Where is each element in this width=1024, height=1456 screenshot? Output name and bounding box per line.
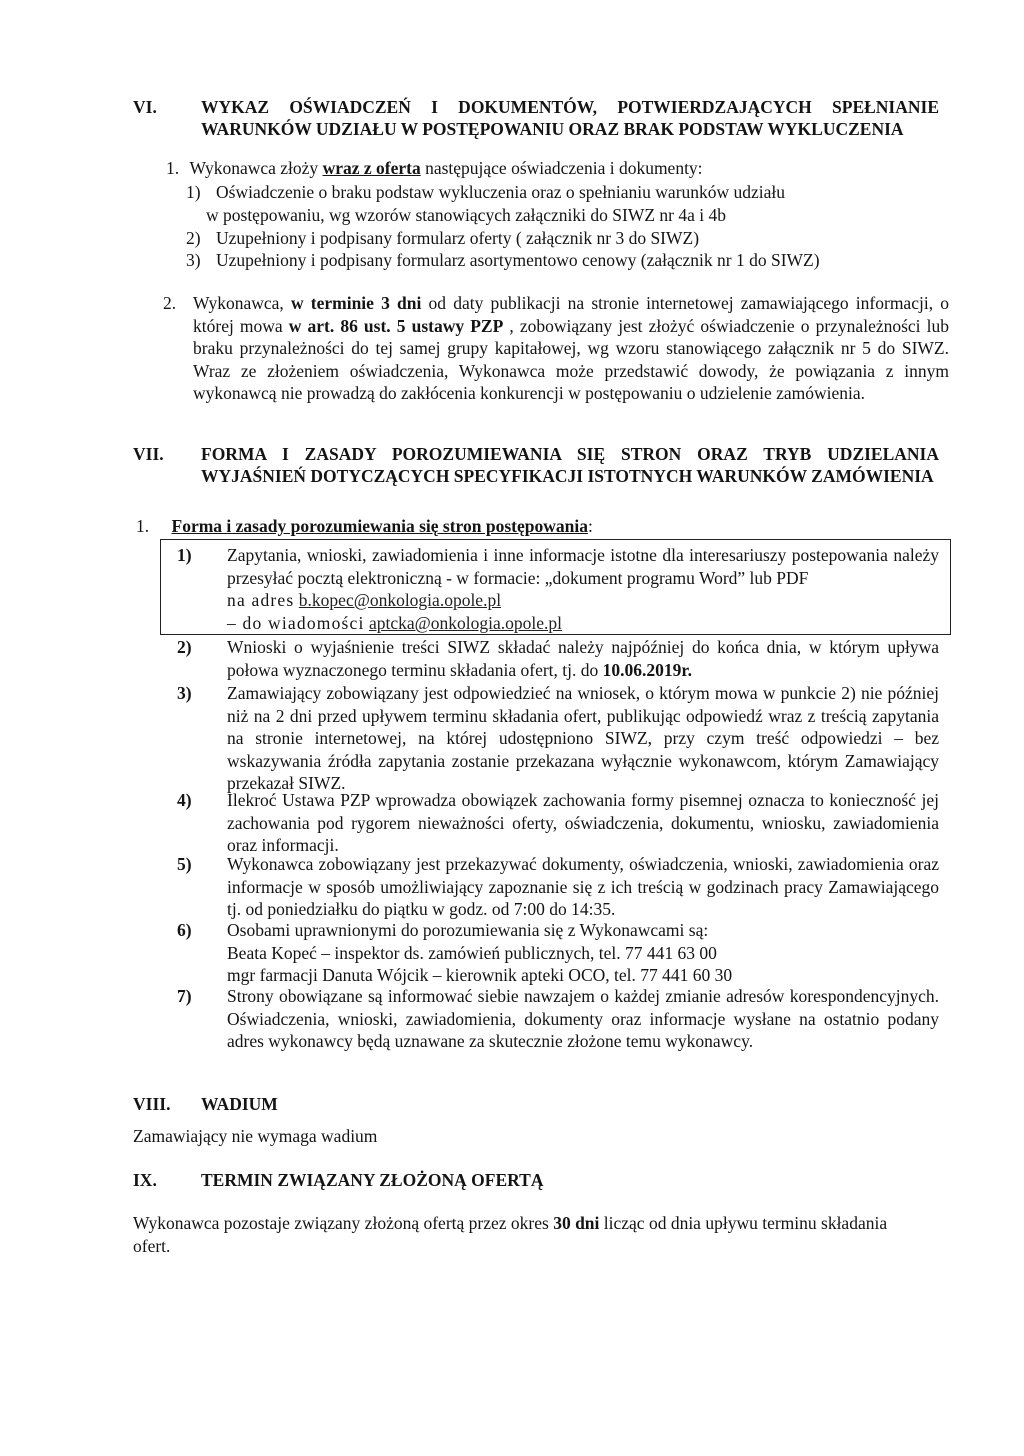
email-link-copy[interactable]: aptcka@onkologia.opole.pl [368, 612, 562, 633]
list-item-text: Zamawiający zobowiązany jest odpowiedzieć na wniosek, o którym mowa w punkcie 2) nie później niż na 2 dni przed upływem terminu składania ofert, publikując odpowiedź wraz z treścią zapytania na stronie internetowej, na której udostępniono SIWZ, przy czym treść odpowiedzi – bez wskazywania źródła zapytania zostanie przekazana wyłącznie wykonawcom, którym Zamawiający przekazał SIWZ. [227, 683, 939, 794]
section-vi-point-1 [166, 157, 946, 180]
list-item-text: Ilekroć Ustawa PZP wprowadza obowiązek zachowania formy pisemnej oznacza to konieczność jej zachowania pod rygorem nieważności oferty, oświadczenia, dokumentu, wniosku, zawiadomienia oraz informacji. [227, 790, 939, 856]
list-item-text-continued: w postępowaniu, wg wzorów stanowiących załączniki do SIWZ nr 4a i 4b [206, 204, 726, 225]
point-text-tail: następujące oświadczenia i dokumenty: [420, 158, 703, 178]
list-item-number: 1) [186, 182, 201, 202]
list-item-number: 4) [177, 790, 192, 810]
list-item-number: 2) [186, 228, 201, 248]
section-vii-subheading [136, 515, 936, 538]
list-item-number: 2) [177, 637, 192, 657]
section-number: IX. [133, 1170, 157, 1190]
section-number: VII. [133, 444, 164, 464]
list-item-number: 6) [177, 920, 192, 940]
section-ix-text: Wykonawca pozostaje związany złożoną ofertą przez okres 30 dni licząc od dnia upływu terminu składania ofert. [133, 1213, 888, 1256]
list-item-text: Wykonawca zobowiązany jest przekazywać dokumenty, oświadczenia, wnioski, zawiadomienia oraz informacje w sposób umożliwiający zapoznanie się z ich treścią w godzinach pracy Zamawiającego tj. od poniedziałku do piątku w godz. od 7:00 do 14:35. [227, 854, 939, 920]
point-number: 1. [166, 158, 180, 178]
list-item-text: Uzupełniony i podpisany formularz asortymentowo cenowy (załącznik nr 1 do SIWZ) [216, 250, 820, 270]
list-item-number: 3) [186, 250, 201, 270]
point-text-lead: Wykonawca złoży [189, 158, 323, 178]
contact-person: mgr farmacji Danuta Wójcik – kierownik apteki OCO, tel. 77 441 60 30 [227, 965, 733, 986]
section-viii-heading [133, 1093, 939, 1115]
email-link-primary[interactable]: b.kopec@onkologia.opole.pl [298, 590, 502, 611]
list-item-number: 7) [177, 986, 192, 1006]
list-item-text: Osobami uprawnionymi do porozumiewania się z Wykonawcami są: [227, 920, 709, 940]
subheading-colon: : [587, 516, 593, 536]
section-title: FORMA I ZASADY POROZUMIEWANIA SIĘ STRON ORAZ TRYB UDZIELANIA WYJAŚNIEŃ DOTYCZĄCYCH SPECYFIKACJI ISTOTNYCH WARUNKÓW ZAMÓWIENIA [201, 444, 939, 486]
section-title: WYKAZ OŚWIADCZEŃ I DOKUMENTÓW, POTWIERDZAJĄCYCH SPEŁNIANIE WARUNKÓW UDZIAŁU W POSTĘPOWANIU ORAZ BRAK PODSTAW WYKLUCZENIA [201, 97, 939, 139]
address-label: na adres [227, 590, 295, 611]
section-number: VIII. [133, 1094, 171, 1114]
copy-label: – do wiadomości [227, 612, 365, 633]
list-item-text: Strony obowiązane są informować siebie nawzajem o każdej zmianie adresów korespondencyjnych. Oświadczenia, wnioski, zawiadomienia, dokumenty oraz informacje wysłane na ostatnio podany adres wykonawcy będą uznawane za skutecznie złożone temu wykonawcy. [227, 986, 939, 1052]
subheading-title: Forma i zasady porozumiewania się stron postępowania [171, 516, 588, 536]
list-item-text: Wnioski o wyjaśnienie treści SIWZ składać należy najpóźniej do końca dnia, w którym upływa połowa wyznaczonego terminu składania ofert, tj. do 10.06.2019r. [227, 637, 939, 680]
point-text-emphasis: wraz z oferta [322, 158, 421, 178]
section-title: TERMIN ZWIĄZANY ZŁOŻONĄ OFERTĄ [201, 1170, 544, 1190]
contact-person: Beata Kopeć – inspektor ds. zamówień publicznych, tel. 77 441 63 00 [227, 942, 717, 963]
section-vi-heading [133, 96, 939, 162]
point-text: Wykonawca, w terminie 3 dni od daty publikacji na stronie internetowej zamawiającego informacji, o której mowa w art. 86 ust. 5 ustawy PZP , zobowiązany jest złożyć oświadczenie o przynależności lub braku przynależności do tej samej grupy kapitałowej, wg wzoru stanowiącego załącznik nr 5 do SIWZ. Wraz ze złożeniem oświadczenia, Wykonawca może przedstawić dowody, że powiązania z innym wykonawcą nie prowadzą do zakłócenia konkurencji w postępowaniu o udzielenie zamówienia. [193, 293, 949, 404]
list-item-text: Oświadczenie o braku podstaw wykluczenia oraz o spełnianiu warunków udziału [216, 182, 786, 202]
section-ix-heading [133, 1169, 939, 1191]
list-item-number: 1) [177, 545, 192, 565]
section-number: VI. [133, 97, 157, 117]
section-viii-text: Zamawiający nie wymaga wadium [133, 1126, 378, 1146]
point-number: 2. [163, 293, 177, 313]
list-item-text: Zapytania, wnioski, zawiadomienia i inne informacje istotne dla interesariuszy postepowania należy przesyłać pocztą elektroniczną - w formacie: „dokument programu Word” lub PDF [227, 545, 939, 588]
list-item-number: 5) [177, 854, 192, 874]
list-item-number: 3) [177, 683, 192, 703]
section-title: WADIUM [201, 1094, 278, 1114]
subheading-number: 1. [136, 516, 150, 536]
section-vii-heading [133, 443, 939, 509]
list-item-text: Uzupełniony i podpisany formularz oferty ( załącznik nr 3 do SIWZ) [216, 228, 700, 248]
